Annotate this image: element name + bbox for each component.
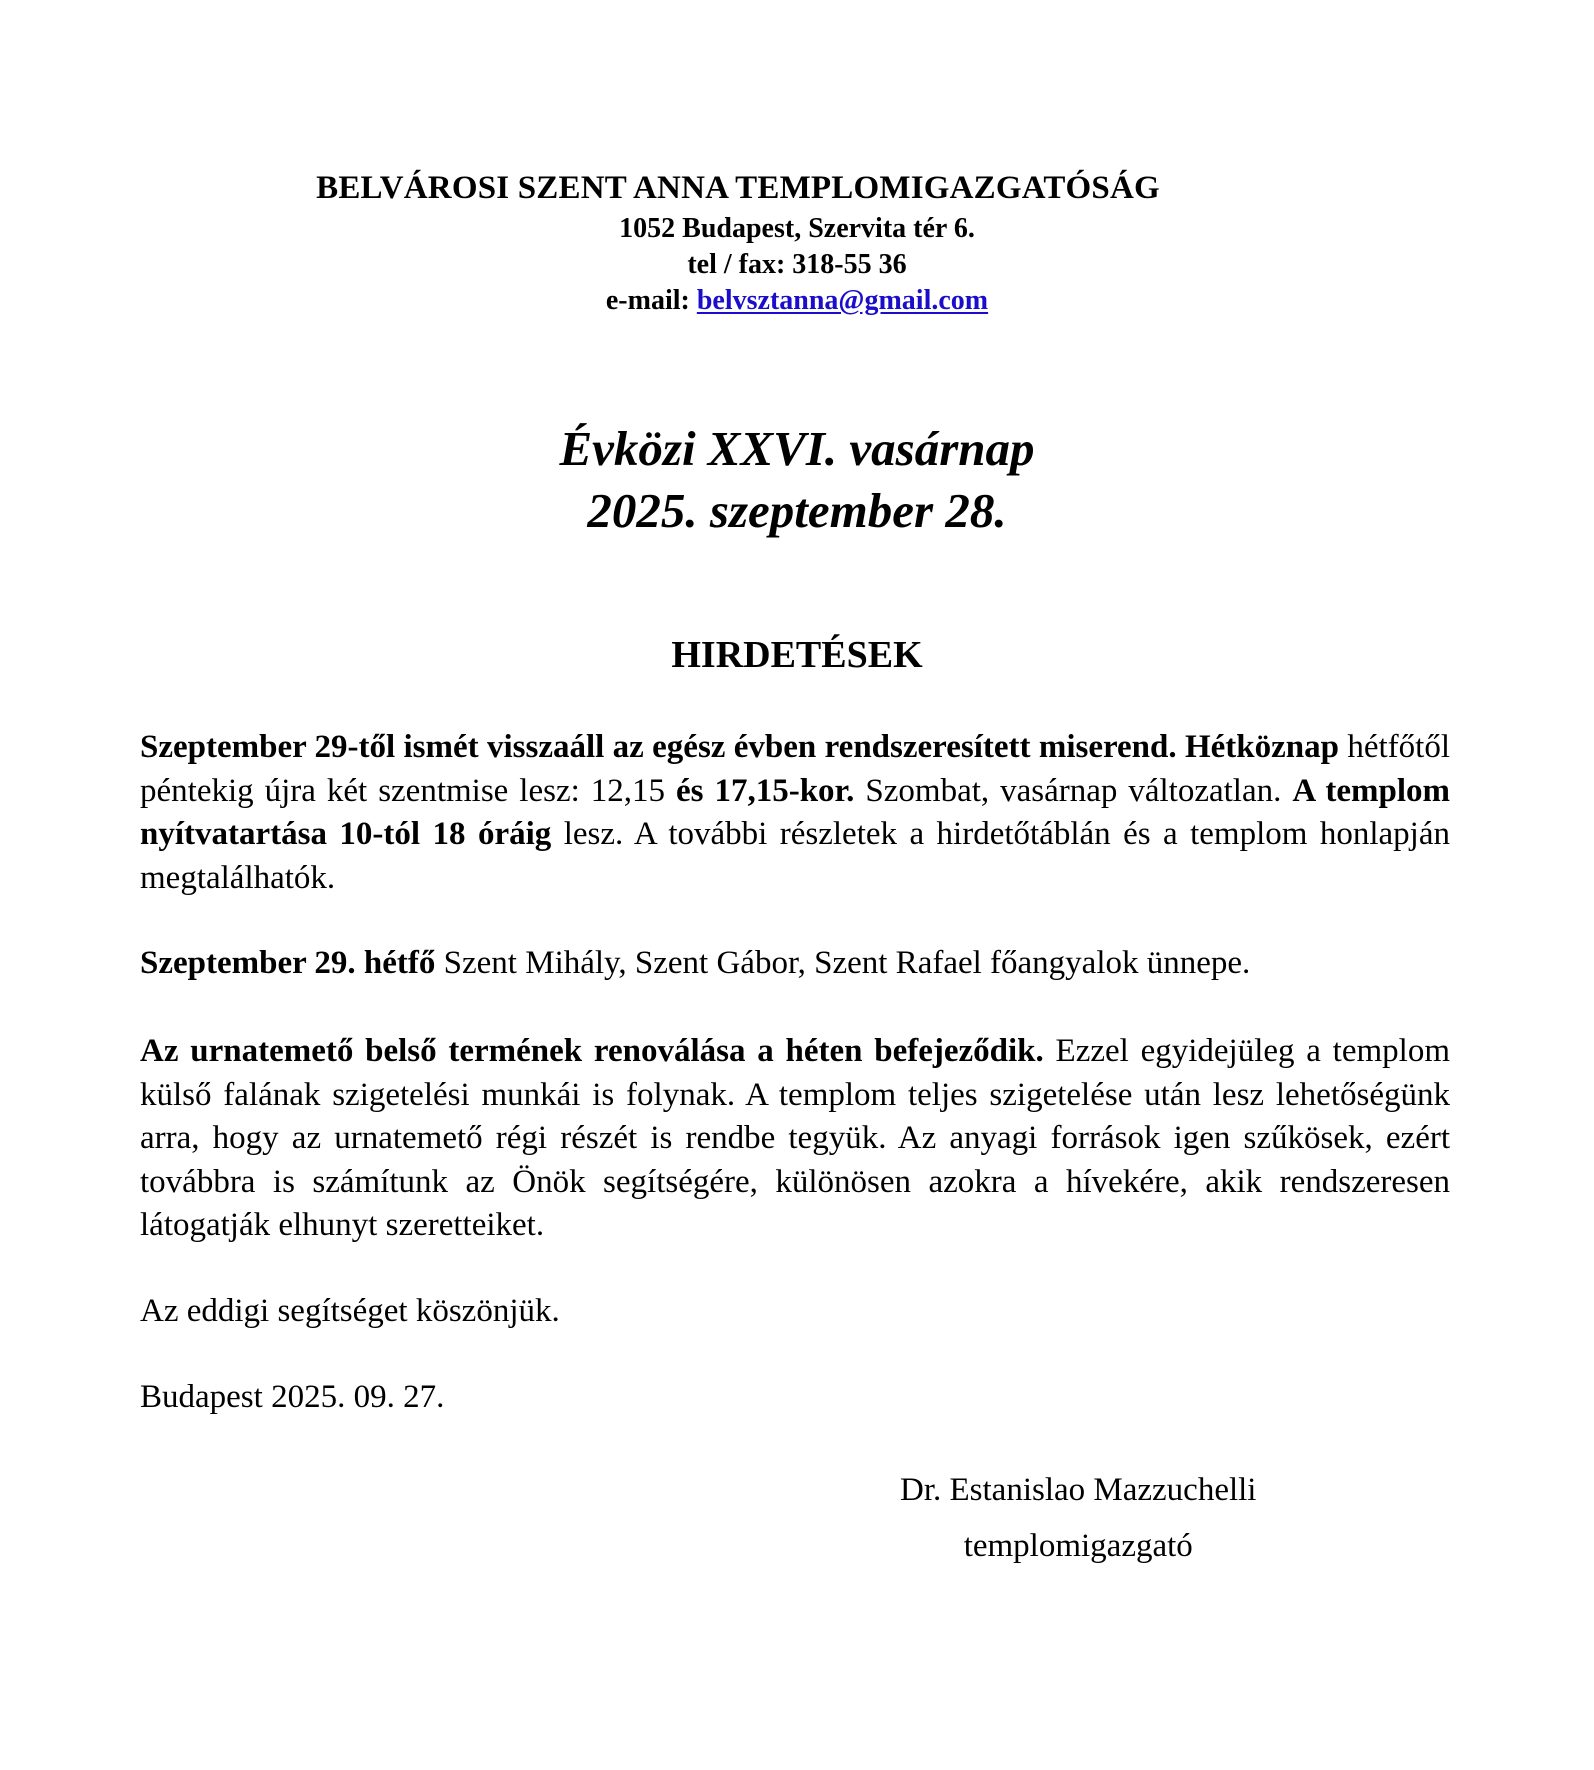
email-line: [0, 284, 1594, 318]
p2-text: Szent Mihály, Szent Gábor, Szent Rafael főangyalok ünnepe.: [435, 945, 1251, 981]
p2-bold: Szeptember 29. hétfő: [140, 945, 436, 981]
signature-block: [900, 1462, 1256, 1574]
paragraph-mass-schedule: [140, 726, 1450, 900]
signatory-title: templomigazgató: [963, 1528, 1193, 1564]
announcements-heading: HIRDETÉSEK: [671, 634, 923, 676]
p3-text: Ezzel egyidejüleg a templom külső falának szigetelési munkái is folynak. A templom teljes szigetelése után lesz lehetőségünk arra, hogy az urnatemető régi részét is rendbe tegyük. Az anyagi források igen szűkösek, ezért továbbra is számítunk az Önök segítségére, különösen azokra a hívekére, akik rendszeresen látogatják elhunyt szeretteiket.: [140, 1033, 1450, 1243]
p1-text-2: Szombat, vasárnap változatlan.: [854, 772, 1293, 809]
p1-bold-1: Szeptember 29-től ismét visszaáll az egész évben rendszeresített miserend.: [140, 729, 1177, 765]
organization-name: BELVÁROSI SZENT ANNA TEMPLOMIGAZGATÓSÁG: [316, 170, 1160, 206]
p1-bold-4: A templom nyítvatartása 10-tól 18 óráig: [140, 772, 1450, 852]
signatory-name: Dr. Estanislao Mazzuchelli: [900, 1472, 1257, 1508]
p1-bold-3: és 17,15-kor.: [675, 772, 855, 809]
paragraph-thanks: Az eddigi segítséget köszönjük.: [140, 1293, 560, 1329]
phone-fax: tel / fax: 318-55 36: [687, 249, 907, 280]
paragraph-feast: [140, 942, 1450, 986]
p1-text-3: lesz. A további részletek a hirdetőtáblán és a templom honlapján megtalálhatók.: [140, 816, 1450, 896]
email-label: e-mail:: [605, 285, 697, 316]
place-date: Budapest 2025. 09. 27.: [140, 1379, 445, 1415]
paragraph-renovation: [140, 1030, 1450, 1248]
p1-bold-2: Hétköznap: [1184, 729, 1339, 765]
address: 1052 Budapest, Szervita tér 6.: [619, 213, 975, 244]
sunday-date: 2025. szeptember 28.: [587, 483, 1007, 538]
sunday-name: Évközi XXVI. vasárnap: [559, 421, 1035, 476]
p3-bold: Az urnatemető belső termének renoválása a héten befejeződik.: [140, 1033, 1044, 1069]
liturgical-day: [0, 418, 1594, 542]
email-link[interactable]: belvsztanna@gmail.com: [696, 285, 989, 316]
p1-text-1: hétfőtől péntekig újra két szentmise lesz: 12,15: [140, 729, 1450, 809]
